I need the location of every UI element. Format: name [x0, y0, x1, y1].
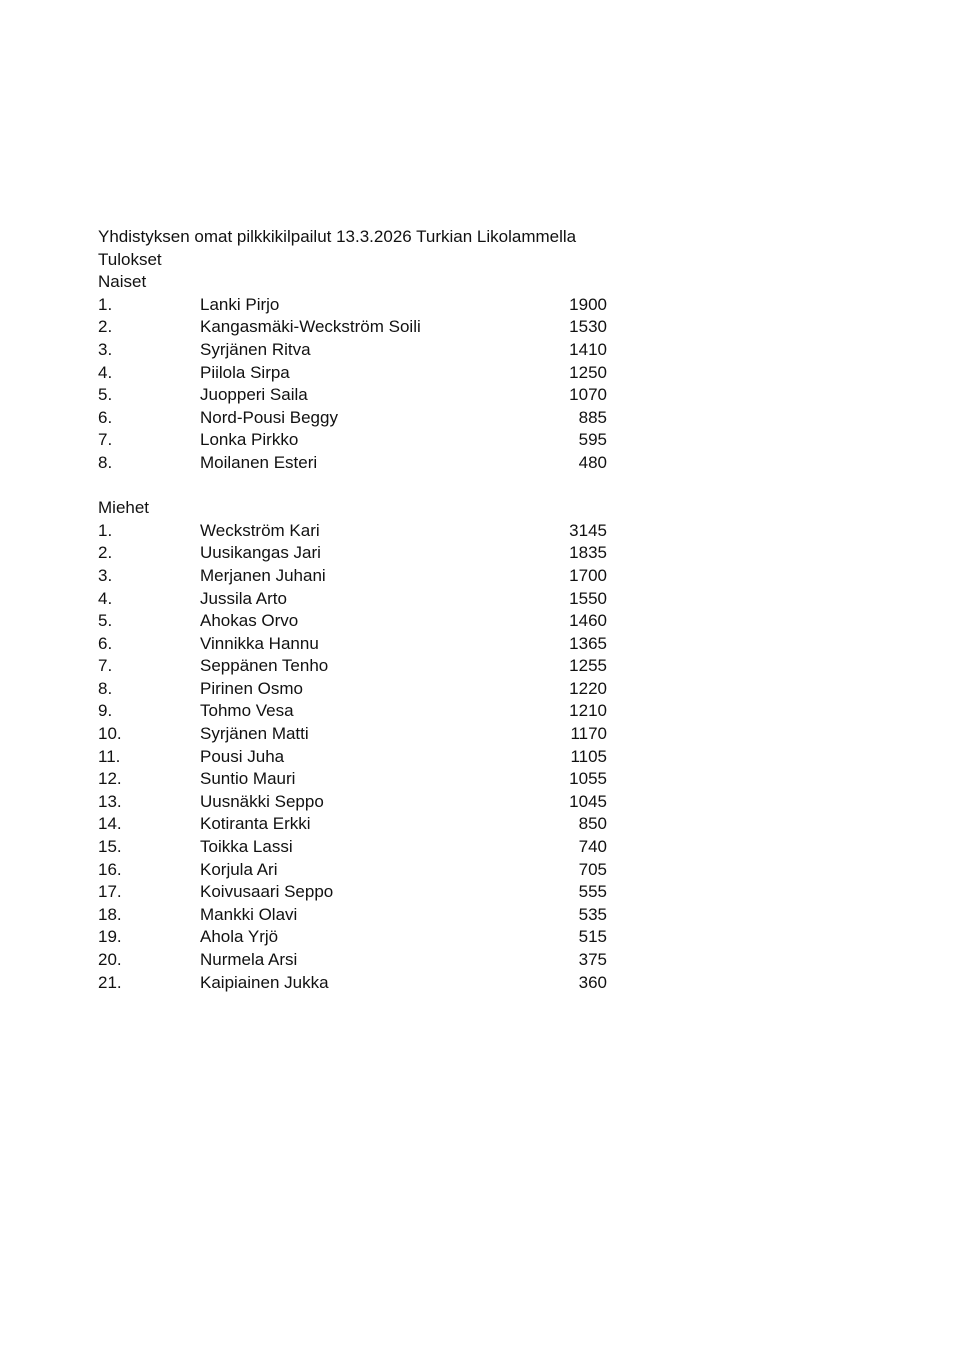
result-name: Suntio Mauri [200, 769, 296, 789]
result-rank: 15. [98, 837, 122, 857]
result-score: 1410 [569, 339, 607, 359]
result-row [98, 813, 618, 836]
result-name: Piilola Sirpa [200, 362, 290, 382]
result-row [98, 926, 618, 949]
result-rank: 11. [98, 746, 121, 766]
result-score: 850 [578, 814, 607, 834]
result-rank: 4. [98, 588, 113, 608]
result-score: 1255 [569, 656, 607, 676]
result-score: 360 [578, 972, 607, 992]
result-rank: 16. [98, 859, 122, 879]
result-row [98, 294, 618, 317]
result-score: 1835 [569, 543, 607, 563]
result-name: Juopperi Saila [200, 385, 308, 405]
result-row [98, 565, 618, 588]
section-spacer [98, 475, 618, 498]
result-row [98, 429, 618, 452]
result-rank: 12. [98, 769, 122, 789]
women-heading: Naiset [98, 272, 147, 292]
result-row [98, 836, 618, 859]
result-name: Seppänen Tenho [200, 656, 329, 676]
result-row [98, 384, 618, 407]
result-rank: 17. [98, 882, 122, 902]
result-rank: 20. [98, 950, 122, 969]
result-name: Koivusaari Seppo [200, 882, 334, 902]
result-rank: 1. [98, 294, 113, 314]
result-score: 1220 [569, 678, 607, 698]
result-rank: 18. [98, 904, 122, 924]
result-row [98, 610, 618, 633]
result-rank: 8. [98, 452, 113, 472]
result-name: Pousi Juha [200, 746, 285, 766]
result-score: 1550 [569, 588, 607, 608]
result-score: 885 [578, 407, 607, 427]
result-name: Toikka Lassi [200, 837, 293, 857]
document-title: Yhdistyksen omat pilkkikilpailut 13.3.2026 Turkian Likolammella [98, 227, 577, 246]
result-name: Nord-Pousi Beggy [200, 407, 338, 427]
result-row [98, 678, 618, 701]
result-score: 1105 [570, 746, 607, 766]
result-name: Ahokas Orvo [200, 611, 299, 631]
result-name: Jussila Arto [200, 588, 287, 608]
result-rank: 3. [98, 565, 113, 585]
result-name: Lanki Pirjo [200, 294, 280, 314]
result-name: Kotiranta Erkki [200, 814, 311, 834]
result-rank: 9. [98, 701, 113, 721]
result-row [98, 655, 618, 678]
result-row [98, 588, 618, 611]
result-row [98, 407, 618, 430]
result-score: 1700 [569, 565, 607, 585]
result-rank: 5. [98, 385, 113, 405]
result-row [98, 339, 618, 362]
result-name: Nurmela Arsi [200, 950, 298, 969]
men-heading: Miehet [98, 498, 150, 518]
result-rank: 6. [98, 633, 113, 653]
result-name: Kangasmäki-Weckström Soili [200, 317, 421, 337]
result-rank: 7. [98, 430, 113, 450]
result-rank: 6. [98, 407, 113, 427]
result-score: 535 [578, 904, 607, 924]
result-score: 480 [578, 452, 607, 472]
result-name: Ahola Yrjö [200, 927, 279, 947]
result-score: 1210 [569, 701, 607, 721]
men-results-list [98, 520, 618, 994]
result-name: Uusikangas Jari [200, 543, 321, 563]
result-rank: 2. [98, 317, 113, 337]
result-name: Syrjänen Ritva [200, 339, 311, 359]
result-score: 740 [578, 837, 607, 857]
result-rank: 19. [98, 927, 122, 947]
result-row [98, 949, 618, 972]
result-row [98, 520, 618, 543]
result-row [98, 362, 618, 385]
result-row [98, 316, 618, 339]
result-rank: 7. [98, 656, 113, 676]
result-row [98, 542, 618, 565]
result-score: 1365 [569, 633, 607, 653]
result-row [98, 904, 618, 927]
result-rank: 21. [98, 972, 122, 992]
result-score: 3145 [569, 520, 607, 540]
result-name: Uusnäkki Seppo [200, 791, 324, 811]
result-score: 1900 [569, 294, 607, 314]
result-row [98, 768, 618, 791]
result-name: Merjanen Juhani [200, 565, 326, 585]
result-name: Lonka Pirkko [200, 430, 299, 450]
result-rank: 4. [98, 362, 113, 382]
result-row [98, 972, 618, 995]
result-name: Moilanen Esteri [200, 452, 318, 472]
result-name: Mankki Olavi [200, 904, 298, 924]
result-score: 1530 [569, 317, 607, 337]
result-row [98, 452, 618, 475]
result-rank: 2. [98, 543, 113, 563]
result-score: 375 [578, 950, 607, 969]
document-subtitle: Tulokset [98, 249, 162, 269]
result-row [98, 723, 618, 746]
result-rank: 8. [98, 678, 113, 698]
result-row [98, 881, 618, 904]
result-row [98, 746, 618, 769]
result-score: 1250 [569, 362, 607, 382]
result-row [98, 791, 618, 814]
result-rank: 5. [98, 611, 113, 631]
result-name: Syrjänen Matti [200, 724, 309, 744]
result-row [98, 700, 618, 723]
result-name: Pirinen Osmo [200, 678, 303, 698]
result-rank: 10. [98, 724, 122, 744]
result-score: 595 [578, 430, 607, 450]
result-rank: 14. [98, 814, 122, 834]
result-rank: 13. [98, 791, 122, 811]
result-rank: 1. [98, 520, 113, 540]
result-score: 555 [578, 882, 607, 902]
result-name: Weckström Kari [200, 520, 320, 540]
result-score: 1055 [569, 769, 607, 789]
result-score: 1045 [569, 791, 607, 811]
result-score: 1070 [569, 385, 607, 405]
result-name: Vinnikka Hannu [200, 633, 319, 653]
result-score: 705 [578, 859, 607, 879]
result-name: Tohmo Vesa [200, 701, 294, 721]
result-row [98, 633, 618, 656]
women-results-list [98, 294, 618, 475]
result-rank: 3. [98, 339, 113, 359]
result-score: 1170 [570, 724, 607, 744]
result-name: Kaipiainen Jukka [200, 972, 329, 992]
result-score: 515 [578, 927, 607, 947]
result-row [98, 859, 618, 882]
results-document [98, 226, 618, 994]
result-score: 1460 [569, 611, 607, 631]
result-name: Korjula Ari [200, 859, 278, 879]
